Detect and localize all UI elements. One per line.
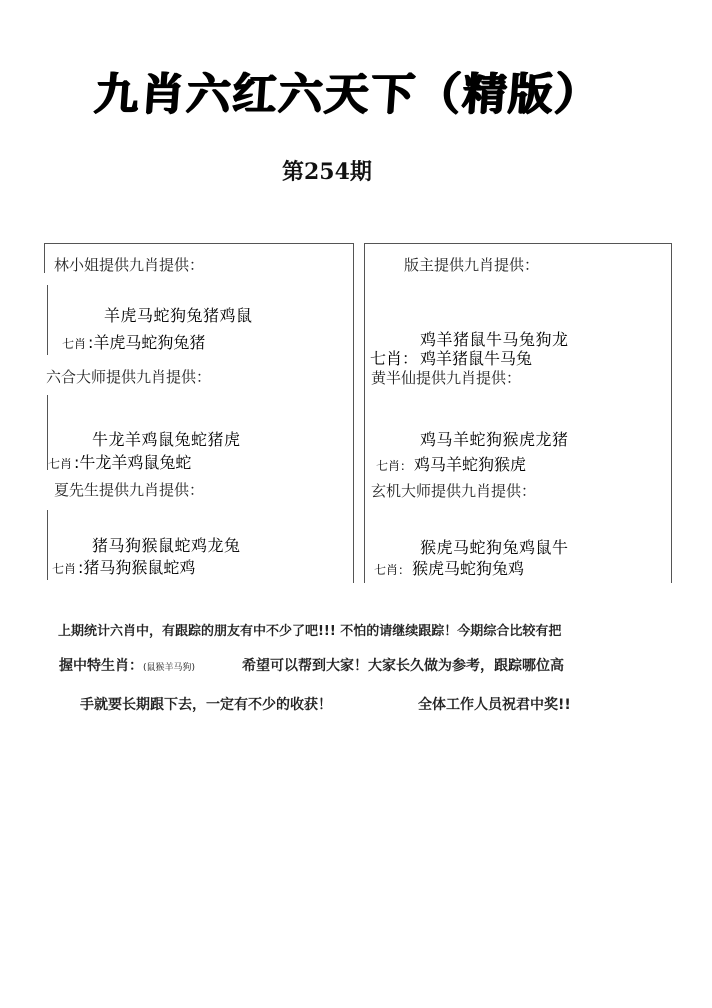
seven-zodiac-list: 鸡马羊蛇狗猴虎: [414, 455, 527, 474]
seven-zodiac-list: 猴虎马蛇狗兔鸡: [412, 559, 525, 578]
seven-zodiac-row: [370, 346, 532, 369]
footer-note-line3a: 手就要长期跟下去，一定有不少的收获！: [80, 697, 332, 713]
seven-label: 七肖：: [376, 459, 413, 473]
nine-zodiac-list: 猴虎马蛇狗兔鸡鼠牛: [420, 538, 569, 557]
frame-line: [44, 243, 45, 273]
seven-zodiac-list: 鸡羊猪鼠牛马兔: [420, 349, 533, 368]
provider-heading: 玄机大师提供九肖提供：: [371, 482, 537, 500]
footer-note-text: 握中特生肖：: [59, 658, 143, 674]
seven-zodiac-row: [374, 556, 524, 579]
frame-line: [47, 510, 48, 580]
seven-label: 七肖：: [370, 349, 419, 368]
frame-line: [671, 243, 672, 583]
nine-zodiac-list: 羊虎马蛇狗兔猪鸡鼠: [104, 306, 253, 325]
footer-note-small: (鼠猴羊马狗): [143, 663, 196, 673]
seven-label: 七肖: [48, 457, 73, 471]
footer-note-line2: [59, 655, 195, 675]
footer-note-line2b: 希望可以帮到大家！大家长久做为参考，跟踪哪位高: [242, 658, 564, 674]
seven-label: 七肖: [62, 337, 87, 351]
provider-heading: 夏先生提供九肖提供：: [54, 481, 205, 499]
seven-zodiac-row: [62, 330, 205, 353]
provider-heading: 版主提供九肖提供：: [404, 256, 540, 274]
page-title: 九肖六红六天下（精版）: [92, 69, 603, 120]
issue-number: 第254期: [282, 159, 372, 185]
nine-zodiac-list: 牛龙羊鸡鼠兔蛇猪虎: [92, 430, 241, 449]
seven-zodiac-row: [52, 555, 195, 578]
seven-zodiac-list: :羊虎马蛇狗兔猪: [88, 333, 206, 352]
seven-zodiac-row: [48, 450, 191, 473]
nine-zodiac-list: 鸡羊猪鼠牛马兔狗龙: [420, 330, 569, 349]
nine-zodiac-list: 猪马狗猴鼠蛇鸡龙兔: [92, 536, 241, 555]
footer-note-line3b: 全体工作人员祝君中奖!!: [418, 697, 571, 713]
seven-label: 七肖：: [374, 563, 411, 577]
frame-line: [353, 243, 354, 583]
seven-label: 七肖: [52, 562, 77, 576]
frame-line: [44, 243, 354, 244]
frame-line: [364, 243, 672, 244]
provider-heading: 林小姐提供九肖提供：: [54, 256, 205, 274]
frame-line: [364, 243, 365, 583]
provider-heading: 黄半仙提供九肖提供：: [371, 369, 522, 387]
frame-line: [47, 285, 48, 355]
footer-note-line1: 上期统计六肖中，有跟踪的朋友有中不少了吧!!! 不怕的请继续跟踪！今期综合比较有把: [58, 624, 562, 639]
seven-zodiac-list: :牛龙羊鸡鼠兔蛇: [74, 453, 192, 472]
nine-zodiac-list: 鸡马羊蛇狗猴虎龙猪: [420, 430, 569, 449]
seven-zodiac-row: [376, 452, 526, 475]
seven-zodiac-list: :猪马狗猴鼠蛇鸡: [78, 558, 196, 577]
provider-heading: 六合大师提供九肖提供：: [46, 368, 212, 386]
